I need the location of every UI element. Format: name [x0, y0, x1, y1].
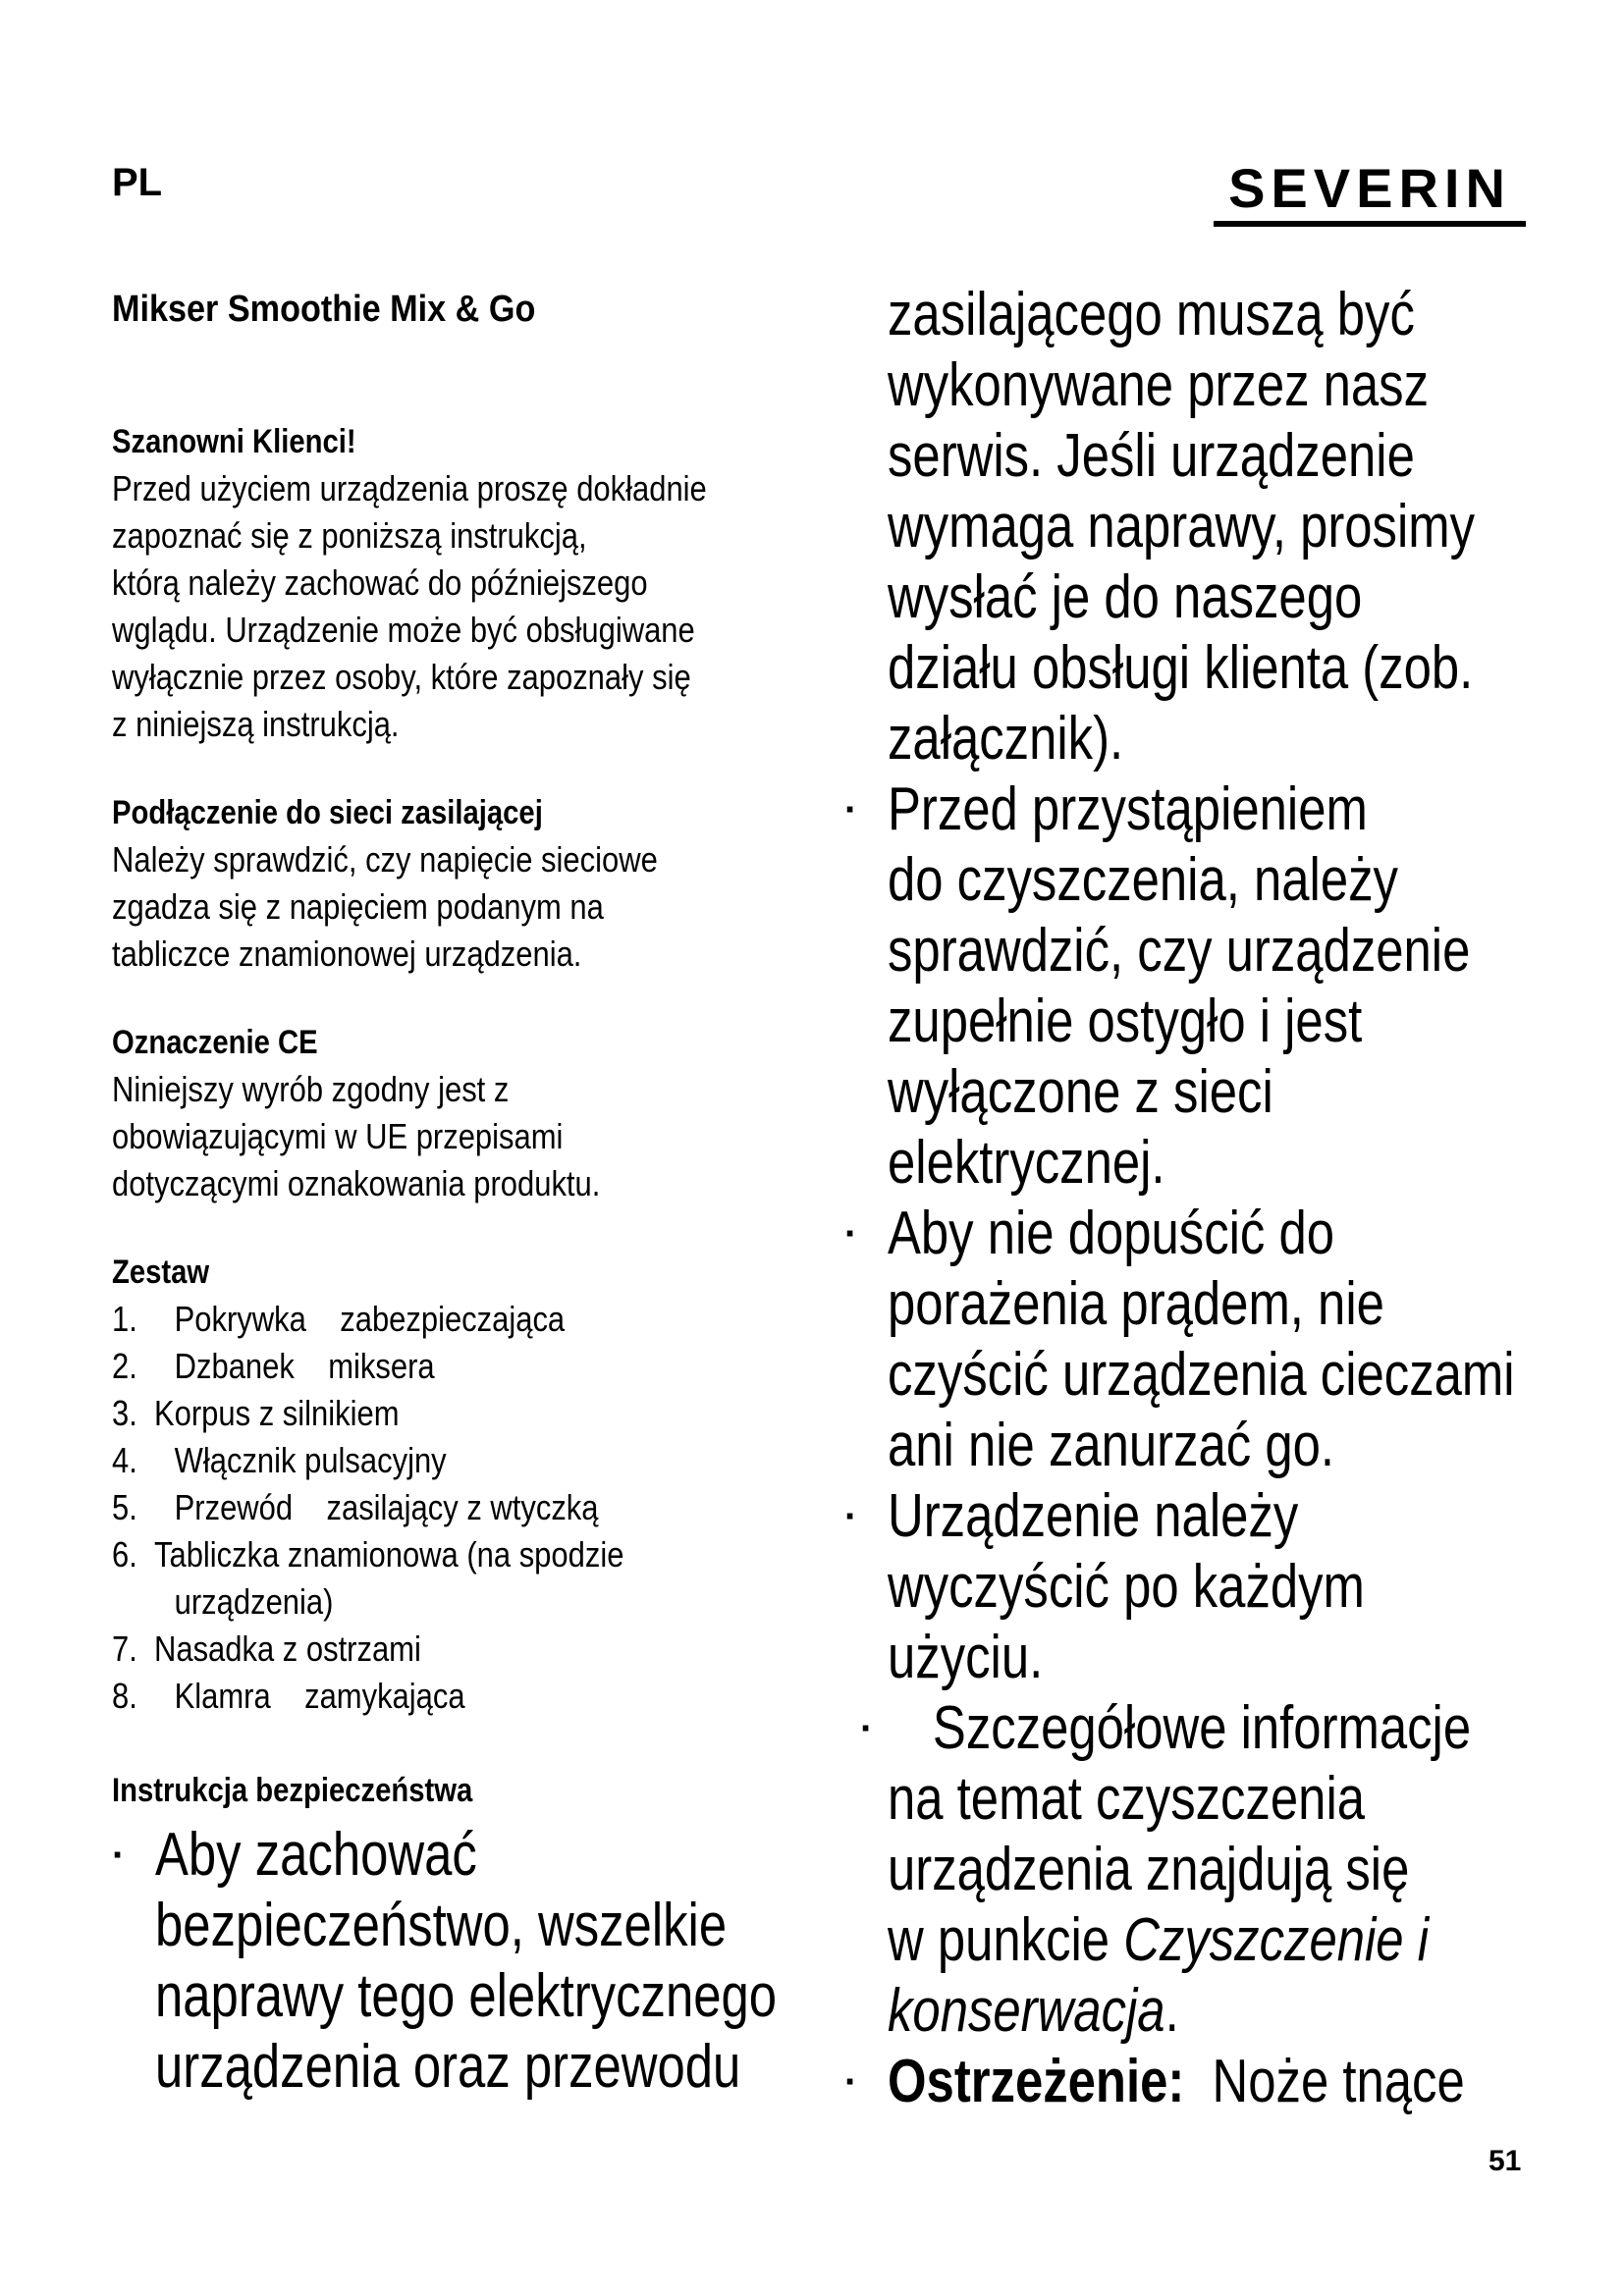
text-line: zupełnie ostygło i jest [888, 988, 1363, 1055]
logo-wordmark: SEVERIN [1228, 160, 1511, 219]
safety-item-text [888, 2047, 1465, 2117]
list-item [112, 1437, 703, 1484]
text-line: bezpieczeństwo, wszelkie [155, 1892, 728, 1959]
section-reference: Czyszczenie i [1123, 1906, 1429, 1974]
safety-item-1-continued [844, 280, 1532, 774]
text-line: którą należy zachować do późniejszego [112, 562, 648, 603]
document-title: Mikser Smoothie Mix & Go [112, 289, 536, 330]
text-line: na temat czyszczenia [888, 1765, 1366, 1833]
item-number [112, 1578, 154, 1626]
text-line: Należy sprawdzić, czy napięcie sieciowe [112, 839, 658, 880]
item-text: Korpus z silnikiem [154, 1393, 400, 1433]
item-number: 4. [112, 1440, 137, 1480]
item-number: 2. [112, 1346, 137, 1386]
text-fragment: w punkcie [888, 1906, 1124, 1974]
text-line: obowiązującymi w UE przepisami [112, 1116, 564, 1156]
text-line: z niniejszą instrukcją. [112, 704, 400, 744]
safety-item-4 [844, 1481, 1532, 1693]
power-text [112, 836, 703, 978]
text-line: elektrycznej. [888, 1129, 1165, 1197]
item-text: Pokrywka zabezpieczająca [174, 1299, 566, 1339]
text-line: wysłać je do naszego [888, 563, 1363, 631]
item-text: Dzbanek miksera [174, 1346, 435, 1386]
kit-section [112, 1249, 799, 1720]
text-line: zgadza się z napięciem podanym na [112, 886, 604, 927]
item-text: Klamra zamykająca [174, 1676, 465, 1716]
item-number: 5. [112, 1487, 137, 1527]
safety-item-text [155, 1820, 778, 2103]
text-line: czyścić urządzenia cieczami [888, 1341, 1515, 1409]
safety-item-6 [844, 2047, 1532, 2117]
greeting-text [112, 465, 707, 748]
logo-underline [1214, 221, 1526, 227]
list-item [112, 1390, 703, 1437]
item-text: Przewód zasilający z wtyczką [174, 1487, 599, 1527]
item-text: Tabliczka znamionowa (na spodzie [154, 1534, 624, 1575]
text-line: do czyszczenia, należy [888, 846, 1398, 914]
text-line: sprawdzić, czy urządzenie [888, 917, 1471, 985]
text-line: porażenia prądem, nie [888, 1270, 1384, 1338]
text-line: załącznik). [888, 705, 1124, 773]
bullet-icon: · [112, 1834, 126, 1877]
text-line: tabliczce znamionowej urządzenia. [112, 934, 582, 974]
bullet-icon: · [844, 2060, 858, 2104]
item-text: Nasadka z ostrzami [154, 1629, 421, 1669]
safety-section [112, 1767, 799, 2103]
list-item [112, 1296, 703, 1343]
safety-item-2 [844, 774, 1532, 1199]
ce-heading: Oznaczenie CE [112, 1024, 318, 1061]
warning-text: Noże tnące [1184, 2048, 1465, 2115]
text-line: zasilającego muszą być [888, 281, 1415, 348]
text-line: Niniejszy wyrób zgodny jest z [112, 1069, 510, 1109]
list-item [112, 1343, 703, 1390]
safety-item-text [888, 1199, 1515, 1481]
bullet-icon: · [860, 1707, 874, 1750]
bullet-icon: · [844, 788, 858, 831]
item-number: 1. [112, 1299, 137, 1339]
text-line: Aby zachować [155, 1821, 477, 1889]
text-line: Przed przystąpieniem [888, 775, 1368, 843]
safety-item-text [888, 1693, 1472, 2047]
list-item [112, 1673, 703, 1720]
power-section [112, 789, 799, 978]
text-line: wyłącznie przez osoby, które zapoznały się [112, 657, 691, 697]
text-line: dotyczącymi oznakowania produktu. [112, 1163, 601, 1203]
safety-item-3 [844, 1199, 1532, 1481]
text-line: Szczegółowe informacje [932, 1694, 1472, 1762]
left-column [112, 285, 799, 2103]
text-line: zapoznać się z poniższą instrukcją, [112, 515, 587, 556]
text-line [888, 1976, 1416, 2047]
kit-heading: Zestaw [112, 1254, 210, 1291]
kit-list [112, 1296, 799, 1720]
text-line: naprawy tego elektrycznego [155, 1962, 778, 2030]
severin-logo [1212, 160, 1528, 229]
list-item [112, 1531, 703, 1578]
list-item [112, 1626, 703, 1673]
power-heading: Podłączenie do sieci zasilającej [112, 794, 543, 831]
text-line: ani nie zanurzać go. [888, 1412, 1335, 1479]
safety-item-5 [844, 1693, 1532, 2047]
safety-item-text [888, 280, 1476, 774]
greeting-section [112, 418, 799, 748]
item-number: 8. [112, 1676, 137, 1716]
greeting-heading: Szanowni Klienci! [112, 423, 356, 460]
text-line: użyciu. [888, 1624, 1044, 1691]
text-line: urządzenia oraz przewodu [155, 2033, 741, 2101]
text-fragment: . [1164, 1977, 1179, 2045]
text-line [888, 1905, 1429, 1976]
page-number: 51 [1489, 2145, 1522, 2177]
text-line: wglądu. Urządzenie może być obsługiwane [112, 610, 695, 650]
safety-item-text [888, 1481, 1416, 1693]
language-code: PL [112, 161, 163, 204]
bullet-icon: · [844, 1212, 858, 1255]
item-number: 3. [112, 1393, 137, 1433]
text-line: serwis. Jeśli urządzenie [888, 422, 1415, 490]
item-text: Włącznik pulsacyjny [174, 1440, 447, 1480]
text-line: Urządzenie należy [888, 1482, 1299, 1550]
bullet-icon: · [844, 1495, 858, 1538]
text-line: Przed użyciem urządzenia proszę dokładnie [112, 468, 707, 508]
item-number: 6. [112, 1534, 137, 1575]
text-line: urządzenia znajdują się [888, 1836, 1410, 1903]
safety-item-text [888, 774, 1471, 1199]
safety-heading: Instrukcja bezpieczeństwa [112, 1772, 473, 1809]
list-item [112, 1578, 703, 1626]
text-line: Aby nie dopuścić do [888, 1200, 1335, 1267]
item-number: 7. [112, 1629, 137, 1669]
ce-text [112, 1066, 703, 1207]
list-item [112, 1484, 703, 1531]
ce-section [112, 1019, 799, 1207]
section-reference: konserwacja [888, 1977, 1165, 2045]
safety-item-1 [112, 1820, 799, 2103]
text-line: wykonywane przez nasz [888, 351, 1430, 419]
text-line: wyczyścić po każdym [888, 1553, 1365, 1621]
text-line: wyłączone z sieci [888, 1058, 1273, 1126]
right-column [844, 280, 1532, 2117]
warning-label: Ostrzeżenie: [888, 2048, 1185, 2115]
text-line: działu obsługi klienta (zob. [888, 634, 1474, 702]
text-line: wymaga naprawy, prosimy [888, 493, 1476, 561]
item-text: urządzenia) [174, 1581, 334, 1622]
